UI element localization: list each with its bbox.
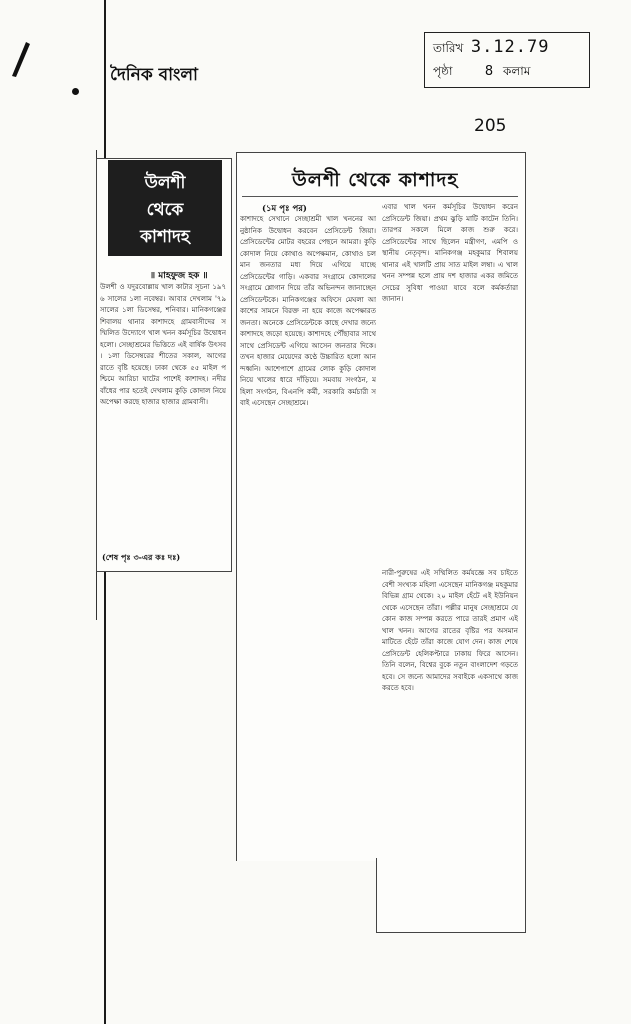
article-column-4: নারী-পুরুষের এই সম্মিলিত কর্মযজ্ঞে সব চাইতে বেশী সংখ্যক মহিলা এসেছেন মানিকগঞ্জ মহকুমার বিভিন্ন গ্রাম থেকে। ২০ মাইল হেঁটে এই ইউনিয়ন থেকে এসেছেন তাঁরা। পল্লীর মানুষ সেচ্ছাশ্রমে যে কোন কাজ সম্পন্ন করতে পারে তারই প্রমাণ এই খাল খনন। আগের রাতের বৃষ্টির পর অসমান মাটিতে হেঁটে তাঁরা কাজে যোগ দেন। কাজ শেষে প্রেসিডেন্ট হেলিকপ্টারে ঢাকায় ফিরে আসেন। তিনি বলেন, বিশ্বের বুকে নতুন বাংলাদেশ গড়তে হবে। সে জন্যে আমাদের সবাইকে একসাথে কাজ করতে হবে। [382, 569, 518, 692]
stamp-page-row [433, 63, 530, 83]
continuation-note: (শেষ পৃঃ ৩-এর কঃ দঃ) [102, 552, 181, 562]
continued-label: (১ম পৃঃ পর) [262, 204, 307, 214]
boxed-title-line: কাশাদহ [140, 227, 190, 247]
archive-stamp [424, 32, 590, 88]
headline-rule [242, 196, 518, 197]
archive-page-number: 205 [474, 116, 507, 136]
newspaper-name: দৈনিক বাংলা [110, 65, 198, 85]
ink-mark-icon [4, 40, 34, 80]
stamp-date-row [433, 37, 549, 60]
article-column-2: কাশাদহে সেখানে সেচ্ছাশ্রমী খাল খননের আনুষ্ঠানিক উদ্বোধন করবেন প্রেসিডেন্ট জিয়া। প্রেসিডেন্টের মোটর বহরের পেছনে আমরা। কুড়ি কোদাল নিয়ে কোথাও অপেক্ষমান, কোথাও চলমান জনতার মধ্য দিয়ে এগিয়ে যাচ্ছে প্রেসিডেন্টের গাড়ি। একবার সংগ্রামে কোদালের সংগ্রামে শ্লোগান দিয়ে তাঁর অভিনন্দন জানাচ্ছেন প্রেসিডেন্টকে। মানিকগঞ্জের অফিসে মেঘলা আকাশের সামনে বিরক্ত না হয়ে কাজে অপেক্ষারত জনতা। অনেকে প্রেসিডেন্টকে কাছে দেখার জন্যে কাশাদহে জড়ো হয়েছে। কাশাদহে পৌঁছাবার সাথে সাথে প্রেসিডেন্ট এগিয়ে আসেন জনতার দিকে। তখন হাজার মেয়েদের কণ্ঠে উচ্চারিত হলো আনন্দধ্বনি। আশেপাশে গ্রামের লোক কুড়ি কোদাল নিয়ে খালের ধারে দাঁড়িয়ে। সমবায় সংগঠন, মহিলা সংগঠন, বিএনপি কর্মী, সরকারি কর্মচারী সবাই এসেছেন সেচ্ছাশ্রমে। [240, 215, 376, 407]
article-column-1: উলশী ও যদুরবোল্লায় খাল কাটার সূচনা ১৯৭৬ সালের ১লা নবেম্বর। আবার দেখলাম '৭৯ সালের ১লা ডিসেম্বর, শনিবার। মানিকগঞ্জের শিবালয় থানার কাশাদহে গ্রামবাসীদের সম্মিলিত উদ্যোগে খাল খনন কর্মসূচির উদ্বোধন হলো। সেচ্ছাশ্রমের ভিত্তিতে এই বার্ষিক উৎসব। ১লা ডিসেম্বরের শীতের সকাল, আগের রাতে বৃষ্টি হয়েছে। ঢাকা থেকে ৫৫ মাইল পশ্চিমে আরিচা ঘাটের পাশেই কাশাদহ। নদীর বাঁধের পার হতেই দেখলাম কুড়ি কোদাল নিয়ে অপেক্ষা করছে হাজার হাজার গ্রামবাসী। [100, 283, 226, 406]
boxed-title [108, 160, 222, 256]
stamp-page-value: 8 [484, 64, 494, 79]
boxed-title-line: থেকে [146, 200, 184, 220]
article-column-3: এবার খাল খনন কর্মসূচির উদ্বোধন করেন প্রেসিডেন্ট জিয়া। প্রথম ঝুড়ি মাটি কাটেন তিনি। তারপর সকলে মিলে কাজ শুরু করে। প্রেসিডেন্টের সাথে ছিলেন মন্ত্রীগণ, এমপি ও স্থানীয় নেতৃবৃন্দ। মানিকগঞ্জ মহকুমার শিবালয় থানার এই খালটি প্রায় সাত মাইল লম্বা। এ খাল খনন সম্পন্ন হলে প্রায় দশ হাজার একর জমিতে সেচের সুবিধা পাওয়া যাবে বলে কর্মকর্তারা জানান। [382, 203, 518, 303]
hole-punch-mark [72, 88, 79, 95]
stamp-page-label: পৃষ্ঠা [433, 64, 453, 78]
stamp-column-label: কলাম [502, 64, 531, 78]
boxed-title-line: উলশী [144, 173, 186, 193]
headline: উলশী থেকে কাশাদহ [292, 169, 459, 191]
stamp-date-value: 3.12.79 [470, 37, 550, 57]
byline: ॥ মাহফুজ হক ॥ [150, 271, 208, 281]
stamp-date-label: তারিখ [433, 41, 464, 55]
